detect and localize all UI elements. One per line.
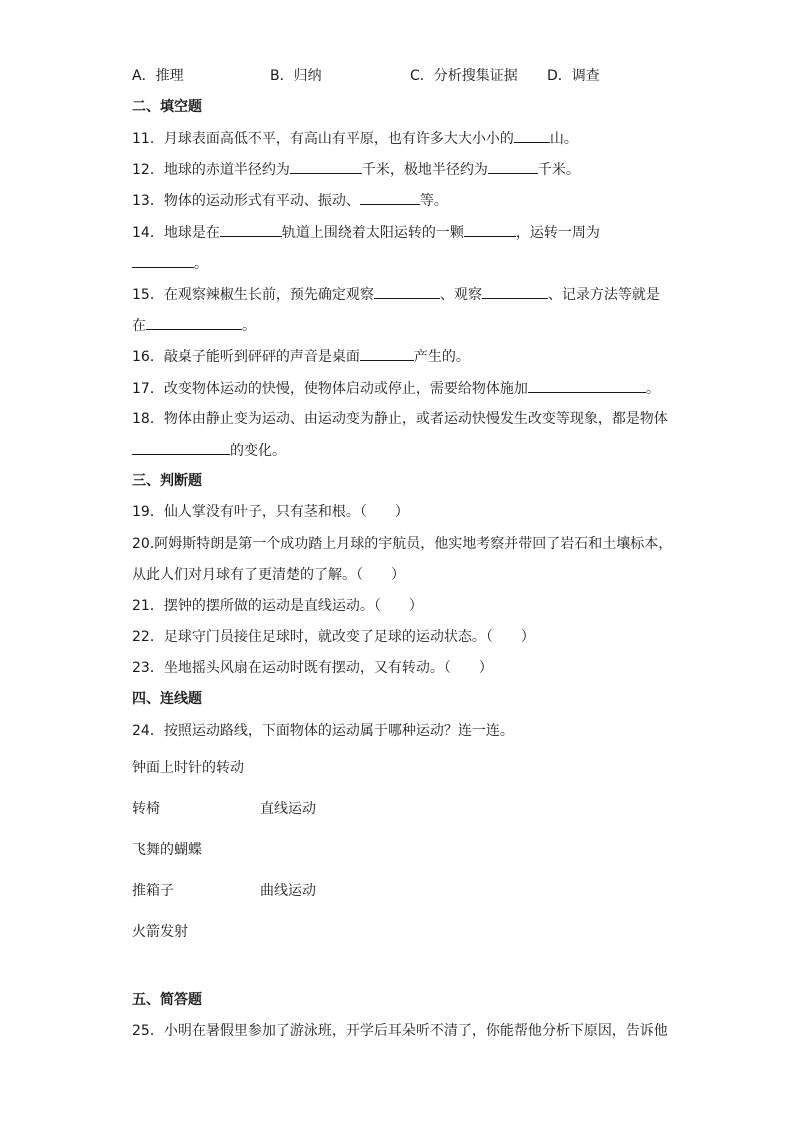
q14-blank-1[interactable]: [220, 222, 282, 237]
q17-text-2: 。: [645, 381, 660, 397]
q13-blank[interactable]: [360, 190, 420, 205]
question-17: [132, 378, 660, 399]
q14-text-1: 14．地球是在: [132, 225, 220, 241]
question-20-line-1: 20.阿姆斯特朗是第一个成功踏上月球的宇航员，他实地考察并带回了岩石和土壤标本，: [132, 536, 673, 552]
q11-text-1: 11．月球表面高低不平，有高山有平原，也有许多大大小小的: [132, 131, 514, 147]
question-19[interactable]: 19．仙人掌没有叶子，只有茎和根。（ ）: [132, 504, 409, 520]
q12-blank-2[interactable]: [488, 159, 538, 174]
q12-text-2: 千米，极地半径约为: [361, 162, 488, 178]
section-heading-connect: 四、连线题: [132, 691, 202, 707]
options-row: [132, 66, 652, 86]
question-25: 25．小明在暑假里参加了游泳班，开学后耳朵听不清了，你能帮他分析下原因，告诉他: [132, 1023, 668, 1039]
question-15-line-1: [132, 284, 660, 305]
q13-text-2: 等。: [419, 193, 448, 209]
q15-text-2: 、观察: [439, 287, 482, 303]
question-13: [132, 190, 448, 211]
q16-text-2: 产生的。: [413, 349, 470, 365]
q11-text-2: 山。: [549, 131, 578, 147]
option-d[interactable]: D．调查: [547, 68, 600, 84]
question-18-line-2: [132, 440, 286, 461]
question-21[interactable]: 21．摆钟的摆所做的运动是直线运动。（ ）: [132, 598, 423, 614]
q12-blank-1[interactable]: [290, 159, 362, 174]
match-left-item[interactable]: 火箭发射: [132, 924, 188, 940]
q16-blank[interactable]: [360, 346, 414, 361]
match-left-item[interactable]: 推箱子: [132, 883, 174, 899]
q18-blank[interactable]: [132, 440, 230, 455]
question-20-line-2[interactable]: 从此人们对月球有了更清楚的了解。（ ）: [132, 567, 405, 583]
q17-blank[interactable]: [528, 378, 646, 393]
section-heading-short: 五、简答题: [132, 992, 202, 1008]
question-14-line-2: [132, 253, 208, 274]
q14-text-2: 轨道上围绕着太阳运转的一颗: [281, 225, 464, 241]
q14-blank-2[interactable]: [464, 222, 516, 237]
question-23[interactable]: 23．坐地摇头风扇在运动时既有摆动，又有转动。（ ）: [132, 660, 493, 676]
q15-text-3: 、记录方法等就是: [547, 287, 660, 303]
q12-text-1: 12．地球的赤道半径约为: [132, 162, 290, 178]
q18-text-1: 18．物体由静止变为运动、由运动变为静止，或者运动快慢发生改变等现象，都是物体: [132, 411, 668, 427]
match-left-item[interactable]: 钟面上时针的转动: [132, 760, 244, 776]
q15-text-4: 在: [132, 318, 146, 334]
section-heading-fill: 二、填空题: [132, 99, 202, 115]
q12-text-3: 千米。: [537, 162, 580, 178]
question-15-line-2: [132, 315, 256, 336]
q15-blank-3[interactable]: [146, 315, 242, 330]
match-left-item[interactable]: 转椅: [132, 801, 160, 817]
match-right-item[interactable]: 直线运动: [260, 801, 316, 817]
match-right-item[interactable]: 曲线运动: [260, 883, 316, 899]
question-11: [132, 128, 578, 149]
option-a[interactable]: A．推理: [132, 68, 184, 84]
question-18-line-1: [132, 409, 668, 429]
q13-text-1: 13．物体的运动形式有平动、振动、: [132, 193, 360, 209]
match-left-item[interactable]: 飞舞的蝴蝶: [132, 842, 202, 858]
q15-text-1: 15．在观察辣椒生长前，预先确定观察: [132, 287, 374, 303]
question-12: [132, 159, 580, 180]
q15-blank-1[interactable]: [374, 284, 440, 299]
q14-text-3: ，运转一周为: [515, 225, 600, 241]
q15-text-5: 。: [242, 318, 256, 334]
q14-text-4: 。: [194, 256, 208, 272]
question-14-line-1: [132, 222, 600, 243]
question-22[interactable]: 22．足球守门员接住足球时，就改变了足球的运动状态。（ ）: [132, 629, 535, 645]
q18-text-2: 的变化。: [230, 443, 286, 459]
option-b[interactable]: B．归纳: [270, 68, 322, 84]
question-16: [132, 346, 470, 367]
question-24: 24．按照运动路线，下面物体的运动属于哪种运动？连一连。: [132, 723, 514, 739]
q11-blank[interactable]: [514, 128, 550, 143]
q14-blank-3[interactable]: [132, 253, 194, 268]
q15-blank-2[interactable]: [482, 284, 548, 299]
q16-text-1: 16．敲桌子能听到砰砰的声音是桌面: [132, 349, 360, 365]
q17-text-1: 17．改变物体运动的快慢，使物体启动或停止，需要给物体施加: [132, 381, 528, 397]
section-heading-judge: 三、判断题: [132, 473, 202, 489]
option-c[interactable]: C．分析搜集证据: [410, 68, 518, 84]
